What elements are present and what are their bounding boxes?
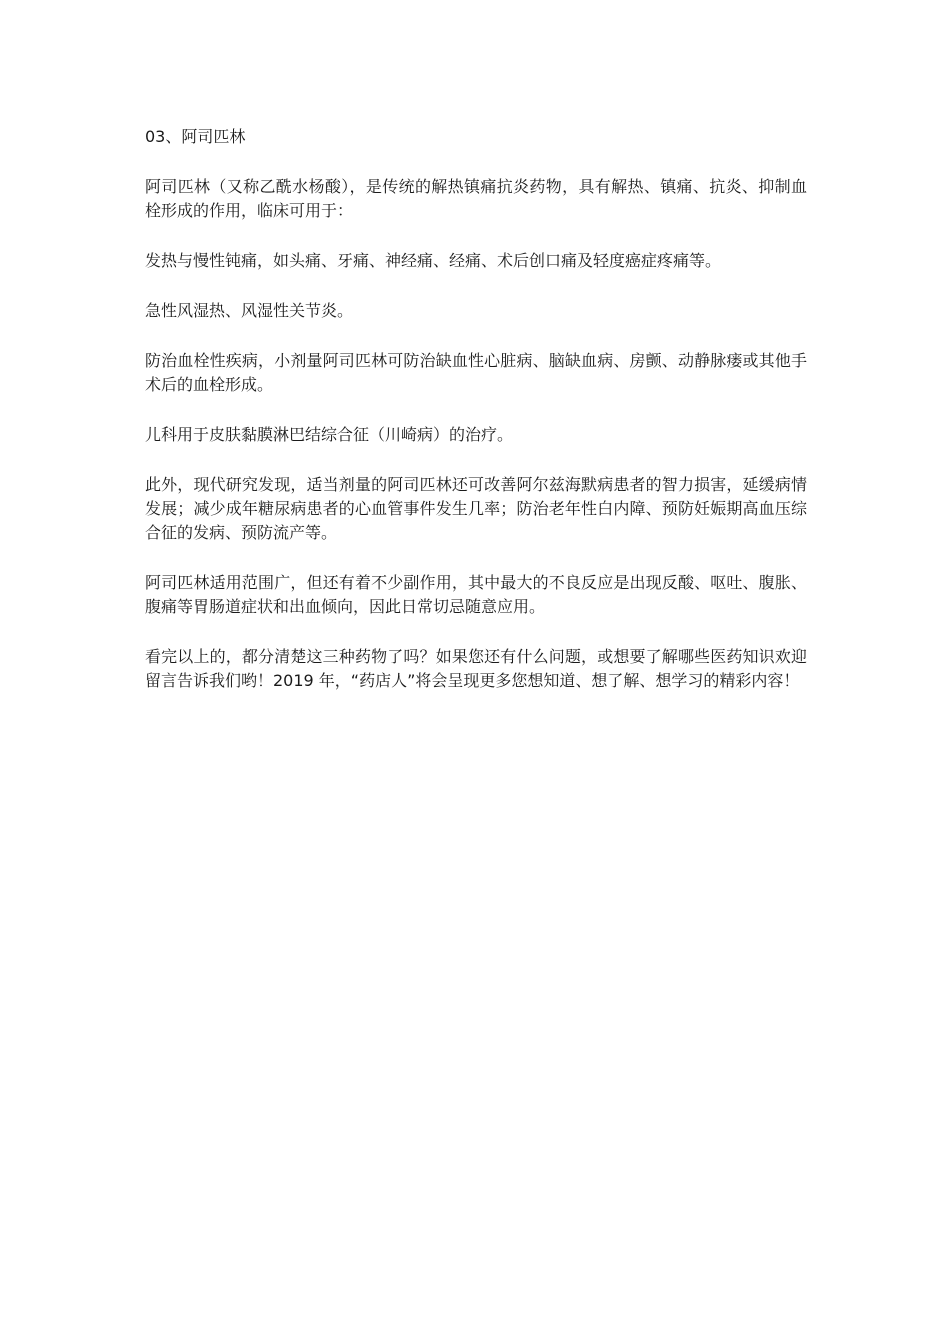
paragraph-research: 此外，现代研究发现，适当剂量的阿司匹林还可改善阿尔兹海默病患者的智力损害，延缓病情发展；减少成年糖尿病患者的心血管事件发生几率；防治老年性白内障、预防妊娠期高血压综合征的发病、预防流产等。 bbox=[145, 475, 807, 542]
paragraph-use-fever-pain: 发热与慢性钝痛，如头痛、牙痛、神经痛、经痛、术后创口痛及轻度癌症疼痛等。 bbox=[145, 251, 722, 270]
paragraph-use-thrombosis: 防治血栓性疾病，小剂量阿司匹林可防治缺血性心脏病、脑缺血病、房颤、动静脉瘘或其他手术后的血栓形成。 bbox=[145, 351, 807, 394]
document-body bbox=[145, 125, 807, 719]
paragraph-closing: 看完以上的，都分清楚这三种药物了吗？如果您还有什么问题，或想要了解哪些医药知识欢迎留言告诉我们哟！2019 年，“药店人”将会呈现更多您想知道、想了解、想学习的精彩内容！ bbox=[145, 647, 807, 690]
paragraph-use-rheumatism: 急性风湿热、风湿性关节炎。 bbox=[145, 301, 354, 320]
paragraph-intro: 阿司匹林（又称乙酰水杨酸），是传统的解热镇痛抗炎药物，具有解热、镇痛、抗炎、抑制血栓形成的作用，临床可用于： bbox=[145, 177, 807, 220]
paragraph-side-effects: 阿司匹林适用范围广，但还有着不少副作用，其中最大的不良反应是出现反酸、呕吐、腹胀、腹痛等胃肠道症状和出血倾向，因此日常切忌随意应用。 bbox=[145, 573, 807, 616]
paragraph-use-pediatrics: 儿科用于皮肤黏膜淋巴结综合征（川崎病）的治疗。 bbox=[145, 425, 514, 444]
section-heading: 03、阿司匹林 bbox=[145, 127, 246, 146]
